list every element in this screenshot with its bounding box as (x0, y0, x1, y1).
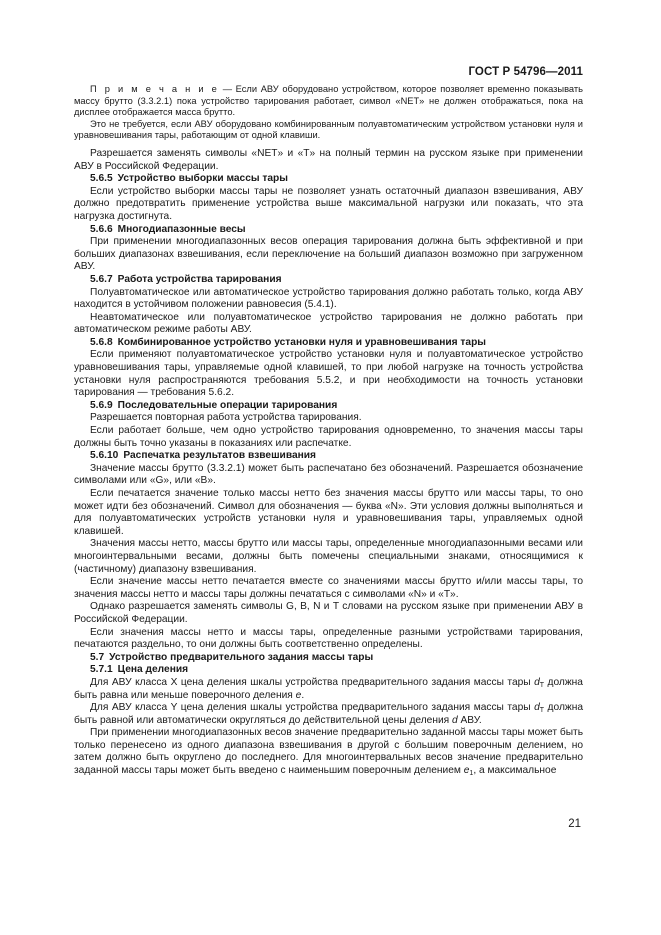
paragraph: Если печатается значение только массы нетто без значения массы брутто или массы тары, то оно может идти без обозначений. Символ для обозначения — буква «N». Эти условия должны выполняться и для полуавтоматических устройств установки нуля и уравновешивания тары, управляемых одной клавишей. (74, 488, 583, 537)
note-text: Если АВУ оборудовано устройством, которое позволяет временно показывать массу брутто (3.3.2.1) пока устройство тарирования работает, символ «NET» не должен отображаться, пока на дисплее отображается масса брутто. (74, 84, 583, 118)
page-number: 21 (568, 818, 581, 830)
paragraph: Если работает больше, чем одно устройство тарирования одновременно, то значения массы тары должны быть точно указаны в показаниях или распечатке. (74, 425, 583, 449)
paragraph: Разрешается повторная работа устройства тарирования. (90, 412, 362, 424)
note-paragraph-2: Это не требуется, если АВУ оборудовано комбинированным полуавтоматическим устройством установки нуля и уравновешивания тары, работающим от одной клавиши. (74, 118, 583, 141)
paragraph: Значение массы брутто (3.3.2.1) может быть распечатано без обозначений. Разрешается обозначение символами или «G», или «B». (74, 462, 583, 487)
paragraph: При применении многодиапазонных весов значение предварительно заданной массы тары может быть только перенесено из одного диапазона взвешивания в другой с большим поверочным делением, но затем должно быть округлено до последнего. Для многоинтервальных весов значение предварительно заданной массы тары может быть введено с наименьшим поверочным делением $e_1$, а максимальное (74, 727, 584, 778)
section-heading-5-6-7: 5.6.7 Работа устройства тарирования (90, 273, 282, 285)
paragraph: Если значения массы нетто и массы тары, определенные разными устройствами тарирования, печатаются раздельно, то они должны быть соответственно определены. (74, 626, 583, 651)
document-header (468, 66, 583, 78)
paragraph: Неавтоматическое или полуавтоматическое устройство тарирования не должно работать при автоматическом режиме работы АВУ. (74, 311, 583, 336)
paragraph: Если применяют полуавтоматическое устройство установки нуля и полуавтоматическое устройство уравновешивания тары, управляемые одной клавишей, то при любой нагрузке на точность устройства установки нуля распространяются требования 5.5.2, и при необходимости на точность установки тарирования — требования 5.6.2. (74, 349, 583, 399)
page-footer (568, 818, 581, 830)
section-heading-5-7-1: 5.7.1 Цена деления (90, 664, 189, 676)
note-paragraph: П р и м е ч а н и е — Если АВУ оборудовано устройством, которое позволяет временно показывать массу брутто (3.3.2.1) пока устройство тарирования работает, символ «NET» не должен отображаться, пока на дисплее отображается масса брутто. (74, 84, 583, 118)
section-heading-5-6-6: 5.6.6 Многодиапазонные весы (90, 223, 246, 235)
paragraph: Если устройство выборки массы тары не позволяет узнать остаточный диапазон взвешивания, АВУ должно предотвратить применение устройства выше максимальной нагрузки или показать, что эта нагрузка достигнута. (74, 185, 583, 222)
paragraph: Полуавтоматическое или автоматическое устройство тарирования должно работать только, когда АВУ находится в устойчивом положении равновесия (5.4.1). (74, 286, 583, 311)
paragraph: Для АВУ класса Y цена деления шкалы устройства предварительного задания массы тары $d_T$ должна быть равной или автоматически округляться до действительной цены деления d АВУ. (74, 702, 583, 726)
standard-number: ГОСТ Р 54796—2011 (468, 66, 583, 78)
section-heading-5-6-10: 5.6.10 Распечатка результатов взвешивания (90, 450, 316, 462)
paragraph: Если значение массы нетто печатается вместе со значениями массы брутто и/или массы тары, то значения массы нетто и массы тары должны печататься с символами «N» и «T». (74, 576, 583, 600)
paragraph-symbol-replacement: Разрешается заменять символы «NET» и «T» на полный термин на русском языке при применении АВУ в Российской Федерации. (74, 147, 583, 172)
document-body (74, 84, 583, 778)
section-heading-5-6-9: 5.6.9 Последовательные операции тарирования (90, 399, 338, 411)
note-label: П р и м е ч а н и е (90, 84, 220, 94)
paragraph: При применении многодиапазонных весов операция тарирования должна быть эффективной и при больших диапазонах взвешивания, если переключение на больший диапазон возможно при загруженном АВУ. (74, 236, 583, 273)
paragraph: Для АВУ класса X цена деления шкалы устройства предварительного задания массы тары $d_T$ должна быть равна или меньше поверочного деления e. (74, 676, 583, 701)
section-heading-5-6-5: 5.6.5 Устройство выборки массы тары (90, 173, 288, 185)
section-heading-5-6-8: 5.6.8 Комбинированное устройство установки нуля и уравновешивания тары (90, 336, 486, 348)
paragraph: Однако разрешается заменять символы G, B, N и T словами на русском языке при применении АВУ в Российской Федерации. (74, 601, 583, 625)
paragraph: Значения массы нетто, массы брутто или массы тары, определенные многодиапазонными весами или многоинтервальными весами, должны быть помечены специальными знаками, относящимися к (частичному) диапазону взвешивания. (74, 538, 583, 575)
section-heading-5-7: 5.7 Устройство предварительного задания массы тары (90, 651, 374, 663)
